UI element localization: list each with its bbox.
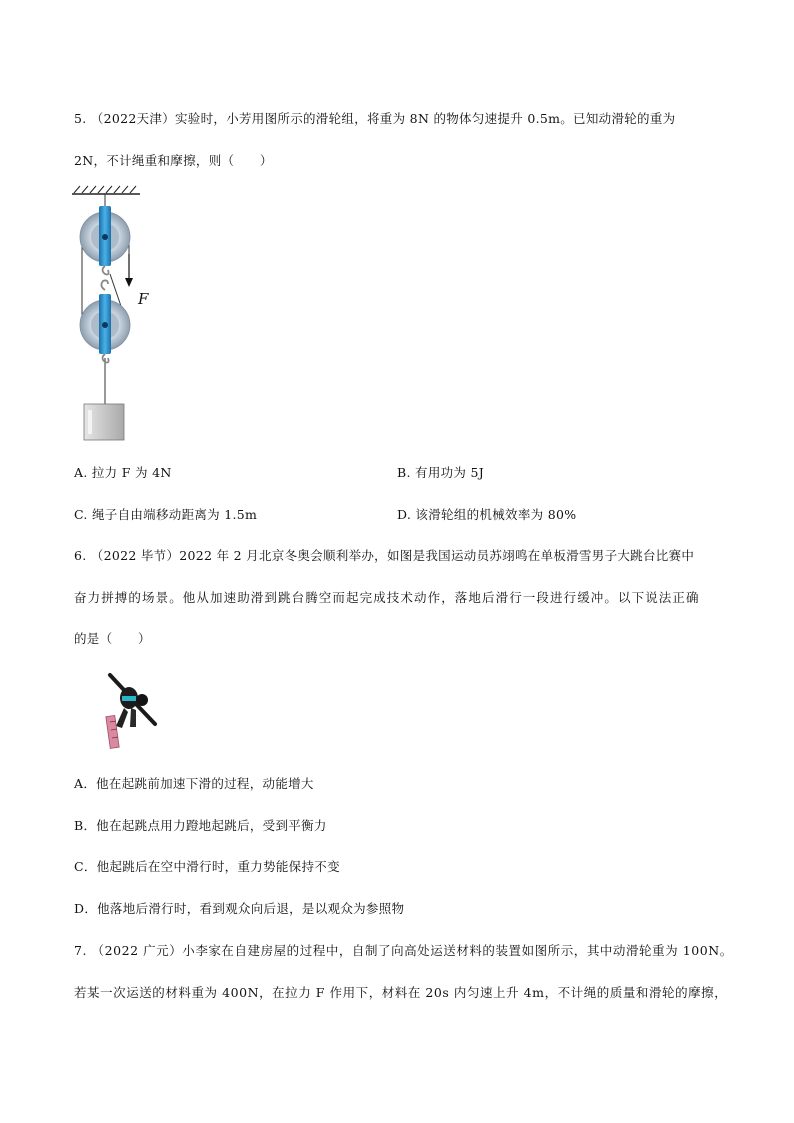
snowboard xyxy=(106,715,119,748)
q6-stem-line2: 奋力拼搏的场景。他从加速助滑到跳台腾空而起完成技术动作，落地后滑行一段进行缓冲。以下说法正确 xyxy=(74,590,700,605)
ceiling-hatch xyxy=(72,186,140,194)
q5-option-b[interactable]: B. 有用功为 5J xyxy=(397,465,485,480)
q5-option-d[interactable]: D. 该滑轮组的机械效率为 80% xyxy=(397,507,577,522)
weight-block xyxy=(84,404,124,440)
q6-option-c[interactable]: C．他起跳后在空中滑行时，重力势能保持不变 xyxy=(74,859,340,874)
force-arrow-icon xyxy=(125,254,133,287)
q6-option-d[interactable]: D．他落地后滑行时，看到观众向后退，是以观众为参照物 xyxy=(74,901,405,916)
q6-option-a[interactable]: A．他在起跳前加速下滑的过程，动能增大 xyxy=(74,776,314,791)
q7-stem-line2: 若某一次运送的材料重为 400N，在拉力 F 作用下，材料在 20s 内匀速上升 4m，不计绳的质量和滑轮的摩擦， xyxy=(74,985,728,1000)
snowboarder-silhouette xyxy=(110,675,155,728)
q6-stem-line1: 6. （2022 毕节）2022 年 2 月北京冬奥会顺利举办，如图是我国运动员苏翊鸣在单板滑雪男子大跳台比赛中 xyxy=(74,548,695,563)
snowboarder-figure xyxy=(100,672,164,756)
q5-option-c[interactable]: C. 绳子自由端移动距离为 1.5m xyxy=(74,507,258,522)
moving-pulley xyxy=(80,280,130,362)
fixed-pulley xyxy=(80,206,130,275)
pulley-system-figure xyxy=(68,182,168,444)
q5-stem-line1: 5. （2022天津）实验时，小芳用图所示的滑轮组，将重为 8N 的物体匀速提升 0.5m。已知动滑轮的重为 xyxy=(74,111,676,126)
q5-stem-line2: 2N，不计绳重和摩擦，则（ ） xyxy=(74,153,273,168)
force-label: F xyxy=(138,290,149,308)
q5-option-a[interactable]: A. 拉力 F 为 4N xyxy=(74,465,172,480)
q6-option-b[interactable]: B．他在起跳点用力蹬地起跳后，受到平衡力 xyxy=(74,818,327,833)
q7-stem-line1: 7. （2022 广元）小李家在自建房屋的过程中，自制了向高处运送材料的装置如图所示，其中动滑轮重为 100N。 xyxy=(74,943,733,958)
q6-stem-line3: 的是（ ） xyxy=(74,631,151,646)
